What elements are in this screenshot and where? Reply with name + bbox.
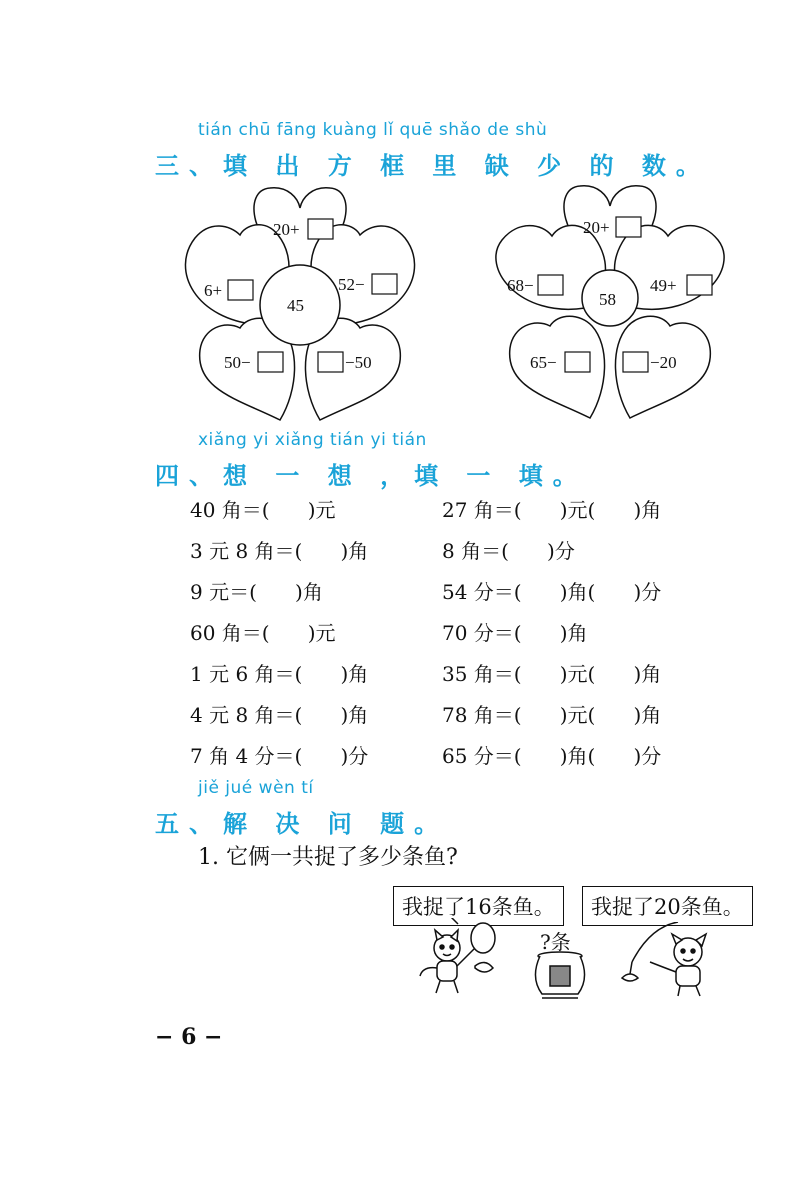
conversion-item[interactable]: 35 角＝( )元( )角 [442, 662, 662, 686]
section5-pinyin: jiě jué wèn tí [198, 778, 314, 798]
conversion-item[interactable]: 7 角 4 分＝( )分 [190, 744, 369, 768]
flower1-center-text: 45 [287, 296, 304, 315]
flower2-top-text: 20+ [583, 218, 610, 237]
section4-title: 四、想 一 想 ，填 一 填。 [155, 462, 587, 490]
conversion-item[interactable]: 54 分＝( )角( )分 [442, 580, 662, 604]
answer-box[interactable] [228, 280, 253, 300]
tiger-fishing-icon [620, 922, 730, 998]
flower2-bottom-right-text: −20 [650, 353, 677, 372]
flower2-bottom-left-text: 65− [530, 353, 557, 372]
bowl-question-label: ?条 [540, 930, 571, 954]
answer-box[interactable] [616, 217, 641, 237]
conversion-item[interactable]: 60 角＝( )元 [190, 621, 336, 645]
flower2-right-text: 49+ [650, 276, 677, 295]
problem-question: 1. 它俩一共捉了多少条鱼? [198, 845, 458, 870]
conversion-item[interactable]: 65 分＝( )角( )分 [442, 744, 662, 768]
section3-title: 三、填 出 方 框 里 缺 少 的 数。 [155, 152, 710, 180]
flower1-top-text: 20+ [273, 220, 300, 239]
section3-pinyin: tián chū fāng kuàng lǐ quē shǎo de shù [198, 120, 548, 140]
section4-pinyin: xiǎng yi xiǎng tián yi tián [198, 430, 427, 450]
conversion-item[interactable]: 9 元＝( )角 [190, 580, 323, 604]
conversion-item[interactable]: 78 角＝( )元( )角 [442, 703, 662, 727]
conversion-item[interactable]: 1 元 6 角＝( )角 [190, 662, 369, 686]
conversion-item[interactable]: 4 元 8 角＝( )角 [190, 703, 369, 727]
conversion-item[interactable]: 3 元 8 角＝( )角 [190, 539, 369, 563]
answer-box[interactable] [623, 352, 648, 372]
cat-with-net-icon [415, 918, 505, 998]
flower2-center-text: 58 [599, 290, 616, 309]
flower1-left-text: 6+ [204, 281, 223, 300]
answer-box[interactable] [538, 275, 563, 295]
speech-bubble-cat: 我捉了16条鱼。 [393, 886, 564, 926]
conversion-item[interactable]: 70 分＝( )角 [442, 621, 588, 645]
conversion-item[interactable]: 40 角＝( )元 [190, 498, 336, 522]
answer-box[interactable] [258, 352, 283, 372]
flower-diagrams [170, 180, 770, 430]
page-number: − 6 − [155, 1024, 223, 1050]
fish-bowl-icon [530, 948, 590, 1000]
answer-box[interactable] [372, 274, 397, 294]
answer-box[interactable] [308, 219, 333, 239]
conversion-item[interactable]: 8 角＝( )分 [442, 539, 575, 563]
flower2-left-text: 68− [507, 276, 534, 295]
answer-box[interactable] [318, 352, 343, 372]
answer-box[interactable] [687, 275, 712, 295]
answer-box[interactable] [565, 352, 590, 372]
conversion-item[interactable]: 27 角＝( )元( )角 [442, 498, 662, 522]
flower1-bottom-right-text: −50 [345, 353, 372, 372]
section5-title: 五、解 决 问 题。 [155, 810, 449, 838]
speech-bubble-tiger: 我捉了20条鱼。 [582, 886, 753, 926]
flower1-bottom-left-text: 50− [224, 353, 251, 372]
flower1-right-text: 52− [338, 275, 365, 294]
